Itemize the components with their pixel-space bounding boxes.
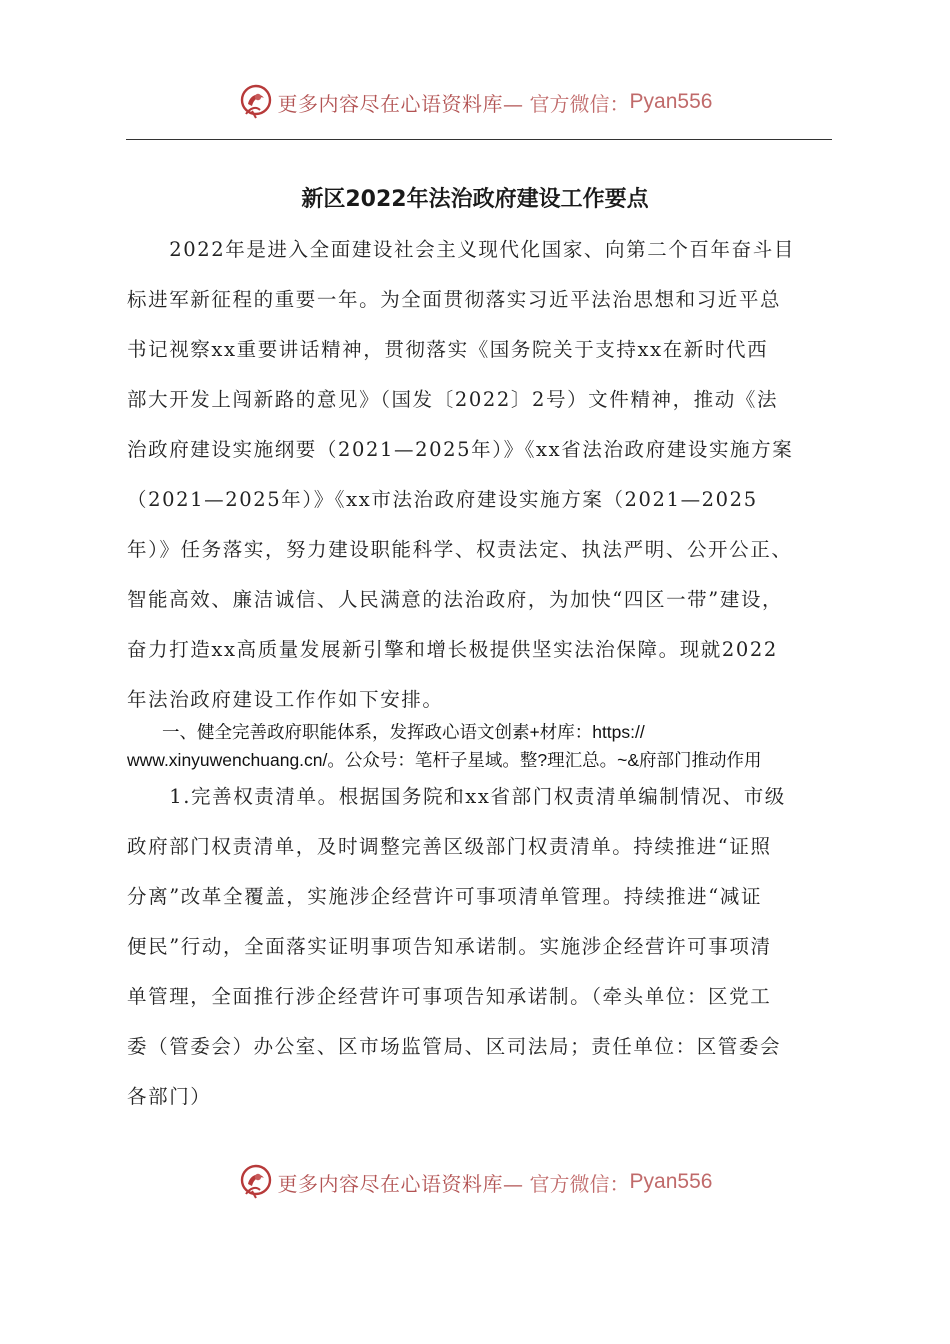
paragraph-line: 年）》任务落实，努力建设职能科学、权责法定、执法严明、公开公正、 xyxy=(127,538,793,561)
section-heading xyxy=(127,718,833,774)
paragraph-line: 2022年是进入全面建设社会主义现代化国家、向第二个百年奋斗目 xyxy=(127,238,795,261)
banner-text: 更多内容尽在心语资料库— xyxy=(277,1171,524,1196)
paragraph-line: 智能高效、廉洁诚信、人民满意的法治政府，为加快“四区一带”建设， xyxy=(127,588,784,611)
paragraph-line: 部大开发上闯新路的意见》（国发〔2022〕2号）文件精神，推动《法 xyxy=(127,388,779,411)
banner-text: 更多内容尽在心语资料库— xyxy=(277,91,524,116)
paragraph-line: 书记视察xx重要讲话精神，贯彻落实《国务院关于支持xx在新时代西 xyxy=(127,338,769,361)
paragraph-line: （2021—2025年）》《xx市法治政府建设实施方案（2021—2025 xyxy=(127,488,758,511)
banner-wechat-id: Pyan556 xyxy=(629,90,713,113)
paragraph-line: 治政府建设实施纲要（2021—2025年）》《xx省法治政府建设实施方案 xyxy=(127,438,794,461)
paragraph-line: 分离”改革全覆盖，实施涉企经营许可事项清单管理。持续推进“减证 xyxy=(127,885,763,908)
banner-wechat-label: 官方微信： xyxy=(529,91,630,116)
flower-logo-icon xyxy=(238,84,274,120)
header-divider xyxy=(126,139,832,140)
flower-logo-icon xyxy=(238,1164,274,1200)
banner-wechat-id: Pyan556 xyxy=(629,1170,713,1193)
paragraph-line: 奋力打造xx高质量发展新引擎和增长极提供坚实法治保障。现就2022 xyxy=(127,638,778,661)
paragraph-line: 标进军新征程的重要一年。为全面贯彻落实习近平法治思想和习近平总 xyxy=(127,288,782,311)
header-banner xyxy=(0,82,950,122)
banner-wechat-label: 官方微信： xyxy=(529,1171,630,1196)
paragraph-line: 各部门） xyxy=(127,1085,212,1108)
item-1-paragraph xyxy=(127,772,833,1122)
paragraph-line: 1.完善权责清单。根据国务院和xx省部门权责清单编制情况、市级 xyxy=(127,785,786,808)
section-heading-line: 一、健全完善政府职能体系，发挥政心语文创素+材库：https:// xyxy=(127,722,645,742)
paragraph-line: 委（管委会）办公室、区市场监管局、区司法局；责任单位：区管委会 xyxy=(127,1035,782,1058)
paragraph-line: 政府部门权责清单，及时调整完善区级部门权责清单。持续推进“证照 xyxy=(127,835,772,858)
section-heading-line: www.xinyuwenchuang.cn/。公众号：笔杆子星域。整?理汇总。~&府部门推动作用 xyxy=(127,750,762,770)
paragraph-line: 年法治政府建设工作作如下安排。 xyxy=(127,688,444,711)
document-title: 新区2022年法治政府建设工作要点 xyxy=(301,187,649,212)
intro-paragraph xyxy=(127,225,833,725)
paragraph-line: 单管理，全面推行涉企经营许可事项告知承诺制。（牵头单位：区党工 xyxy=(127,985,772,1008)
footer-banner xyxy=(0,1162,950,1202)
paragraph-line: 便民”行动，全面落实证明事项告知承诺制。实施涉企经营许可事项清 xyxy=(127,935,772,958)
